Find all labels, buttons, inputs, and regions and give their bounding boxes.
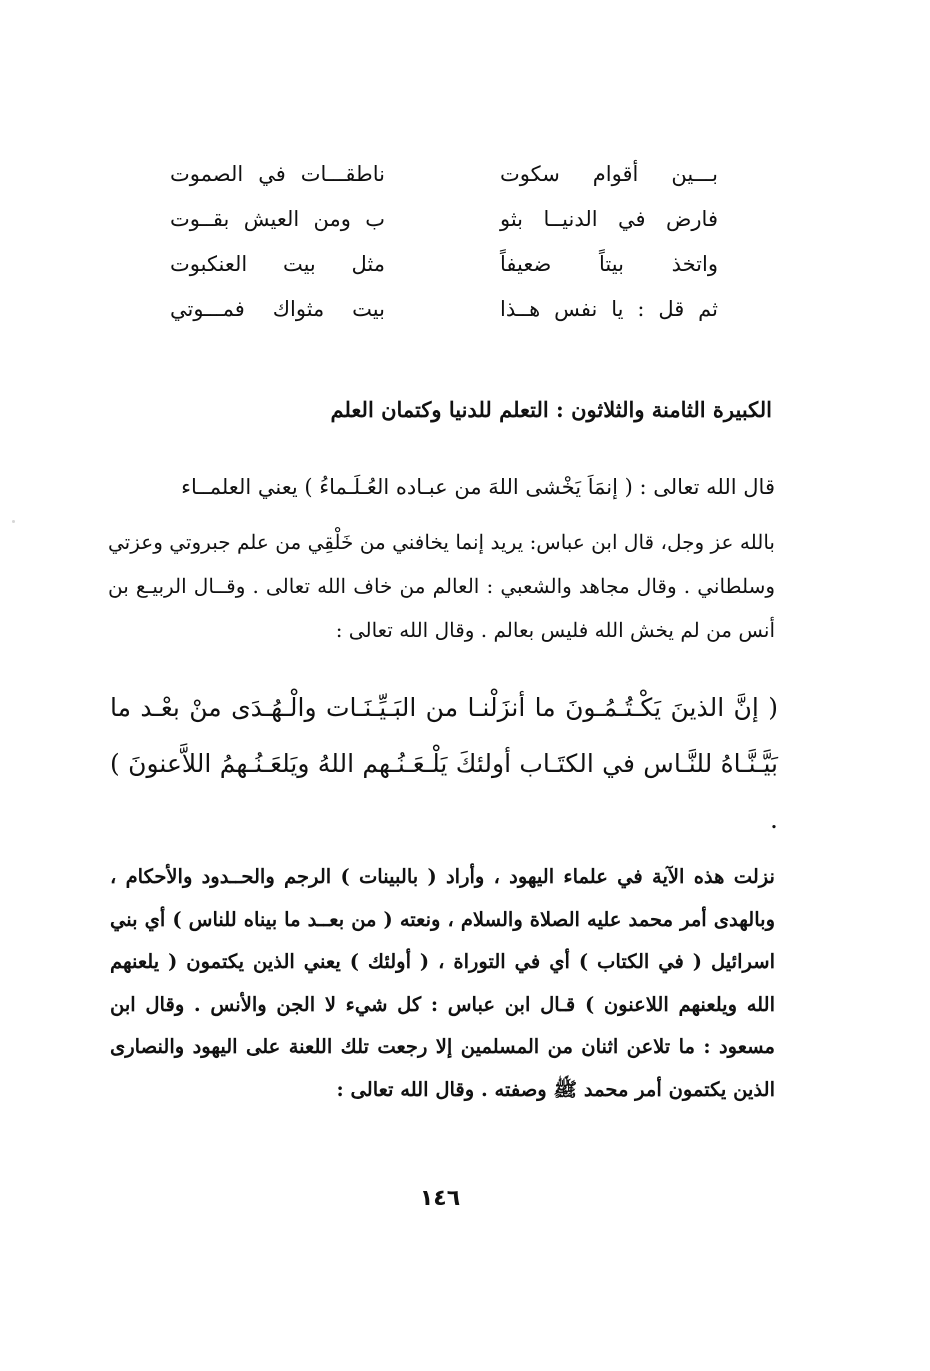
verse-first-hemistich: بـــين أقوام سكوت — [500, 162, 718, 186]
intro-body: بالله عز وجل، قال ابن عباس: يريد إنما يخافني من خَلْقِي من علم جبروتي وعزتي وسلطاني . وقال مجاهد والشعبي : العالم من خاف الله تعالى . وقــال الربيـع بن أنس من لم يخش الله فليس بعالم . وقال الله تعالى : — [108, 530, 775, 642]
intro-first-line: قال الله تعالى : ( إنمَاَ يَخْشى اللهَ من عبـاده العُـلَـماءُ ) يعني العلمــاء — [181, 475, 775, 499]
verse-second-hemistich: ب ومن العيش بقــوت — [170, 207, 385, 231]
verse-first-hemistich: ثم قل : يا نفس هــذا — [500, 297, 718, 321]
commentary-paragraph — [110, 856, 775, 1111]
commentary-text: نزلت هذه الآية في علماء اليهود ، وأراد ( بالبينات ) الرجم والحــدود والأحكام ، وبالهدى أمر محمد عليه الصلاة والسلام ، ونعته ( من بعــد ما بيناه للناس ) أي بني اسرائيل ( في الكتاب ) أي في التوراة ، ( أولئك ) يعني الذين يكتمون ( يلعنهم الله ويلعنهم اللاعنون ) قـال ابن عباس : كل شيء لا الجن والأنس . وقال ابن مسعود : ما تلاعن اثنان من المسلمين إلا رجعت تلك اللعنة على اليهود والنصارى الذين يكتمون أمر محمد ﷺ وصفته . وقال الله تعالى : — [110, 865, 775, 1101]
quran-verse — [110, 680, 778, 848]
verse — [170, 242, 718, 287]
verse — [170, 152, 718, 197]
verse-second-hemistich: ناطقـــات في الصموت — [170, 162, 385, 186]
verse — [170, 197, 718, 242]
verse-first-hemistich: واتخذ بيتاً ضعيفاً — [500, 252, 718, 276]
verse-second-hemistich: بيت مثواك فمـــوتي — [170, 297, 385, 321]
verse-first-hemistich: فارض في الدنيــا بثو — [500, 207, 718, 231]
verse-second-hemistich: مثل بيت العنكبوت — [170, 252, 385, 276]
page-number: ١٤٦ — [419, 1186, 461, 1211]
quran-verse-text: ( إنَّ الذينَ يَكْـتُـمُـونَ ما أنزَلْنـا من البَـيِّـنَـات والْـهُـدَى منْ بعْـد ما بَيَّـنَّـاهُ للنَّـاس في الكتَـاب أولئكَ يَلْـعَـنُـهم اللهُ ويَلعَـنُـهمُ اللاَّعنونَ ) . — [110, 693, 778, 834]
poem — [170, 152, 718, 332]
section-heading: الكبيرة الثامنة والثلاثون : التعلم للدنيا وكتمان العلم — [330, 397, 772, 422]
scan-speck — [12, 520, 15, 523]
verse — [170, 287, 718, 332]
intro-paragraph — [108, 462, 775, 652]
